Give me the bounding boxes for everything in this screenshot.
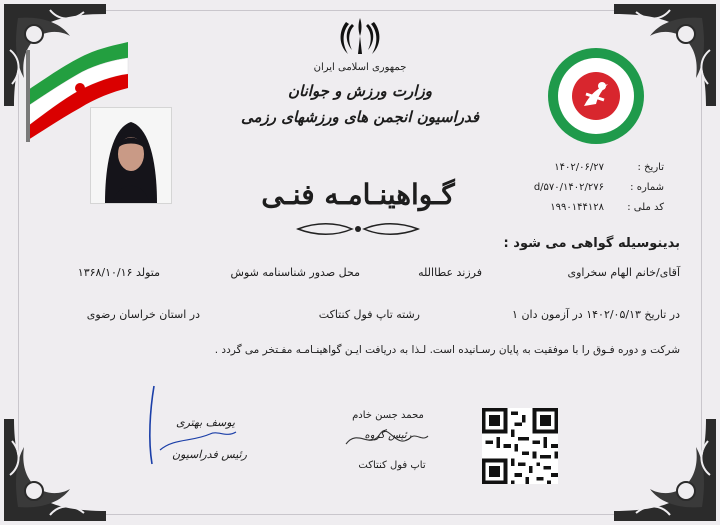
national-code-value: ۱۹۹۰۱۴۴۱۲۸ (550, 202, 604, 213)
number-value: ۱۴۰۲/۲۷۶/d/۵۷۰ (533, 182, 604, 193)
date-label: تاریخ : (637, 162, 664, 173)
issue-place: محل صدور شناسنامه شوش (230, 266, 360, 279)
date-value: ۱۴۰۲/۰۶/۲۷ (554, 162, 604, 173)
header-line-1: جمهوری اسلامی ایران (313, 62, 407, 73)
birth-date: متولد ۱۳۶۸/۱۰/۱۶ (77, 266, 160, 279)
title-flourish-icon (296, 220, 420, 238)
exam-info: در تاریخ ۱۴۰۲/۰۵/۱۳ در آزمون دان ۱ (512, 308, 680, 321)
holder-photo (90, 107, 172, 204)
holder-name: آقای/خانم الهام سخراوی (567, 266, 680, 279)
iran-emblem-icon (337, 14, 383, 60)
completion-text: شرکت و دوره فـوق را با موفقیت به پایان رسـانیده است. لـذا به دریافت ایـن گواهینـامـه مفـتخر می گردد . (214, 344, 680, 356)
father-name: فرزند عطاالله (418, 266, 482, 279)
left-signer-name: یوسف بهتری (176, 416, 235, 429)
certificate-title: گـواهینـامـه فنـی (261, 178, 455, 211)
center-signer-discipline: تاپ فول کنتاکت (358, 460, 426, 471)
header-line-2: وزارت ورزش و جوانان (288, 82, 432, 100)
corner-ornament-bottom-right (610, 415, 720, 525)
province: در استان خراسان رضوی (86, 308, 200, 321)
national-code-label: کد ملی : (627, 202, 664, 213)
corner-ornament-bottom-left (0, 415, 110, 525)
header-line-3: فدراسیون انجمن های ورزشهای رزمی (240, 108, 480, 126)
left-signer-role: رئیس فدراسیون (172, 448, 247, 461)
discipline: رشته تاپ فول کنتاکت (318, 308, 420, 321)
intro-text: بدینوسیله گواهی می شود : (503, 236, 680, 251)
person-photo-icon (91, 108, 171, 203)
qr-code-icon (482, 408, 558, 484)
center-signer-role: رئیس گروه (364, 430, 412, 441)
federation-logo-icon (546, 46, 646, 146)
number-label: شماره : (630, 182, 664, 193)
center-signer-name: محمد جسن خادم (352, 410, 424, 421)
